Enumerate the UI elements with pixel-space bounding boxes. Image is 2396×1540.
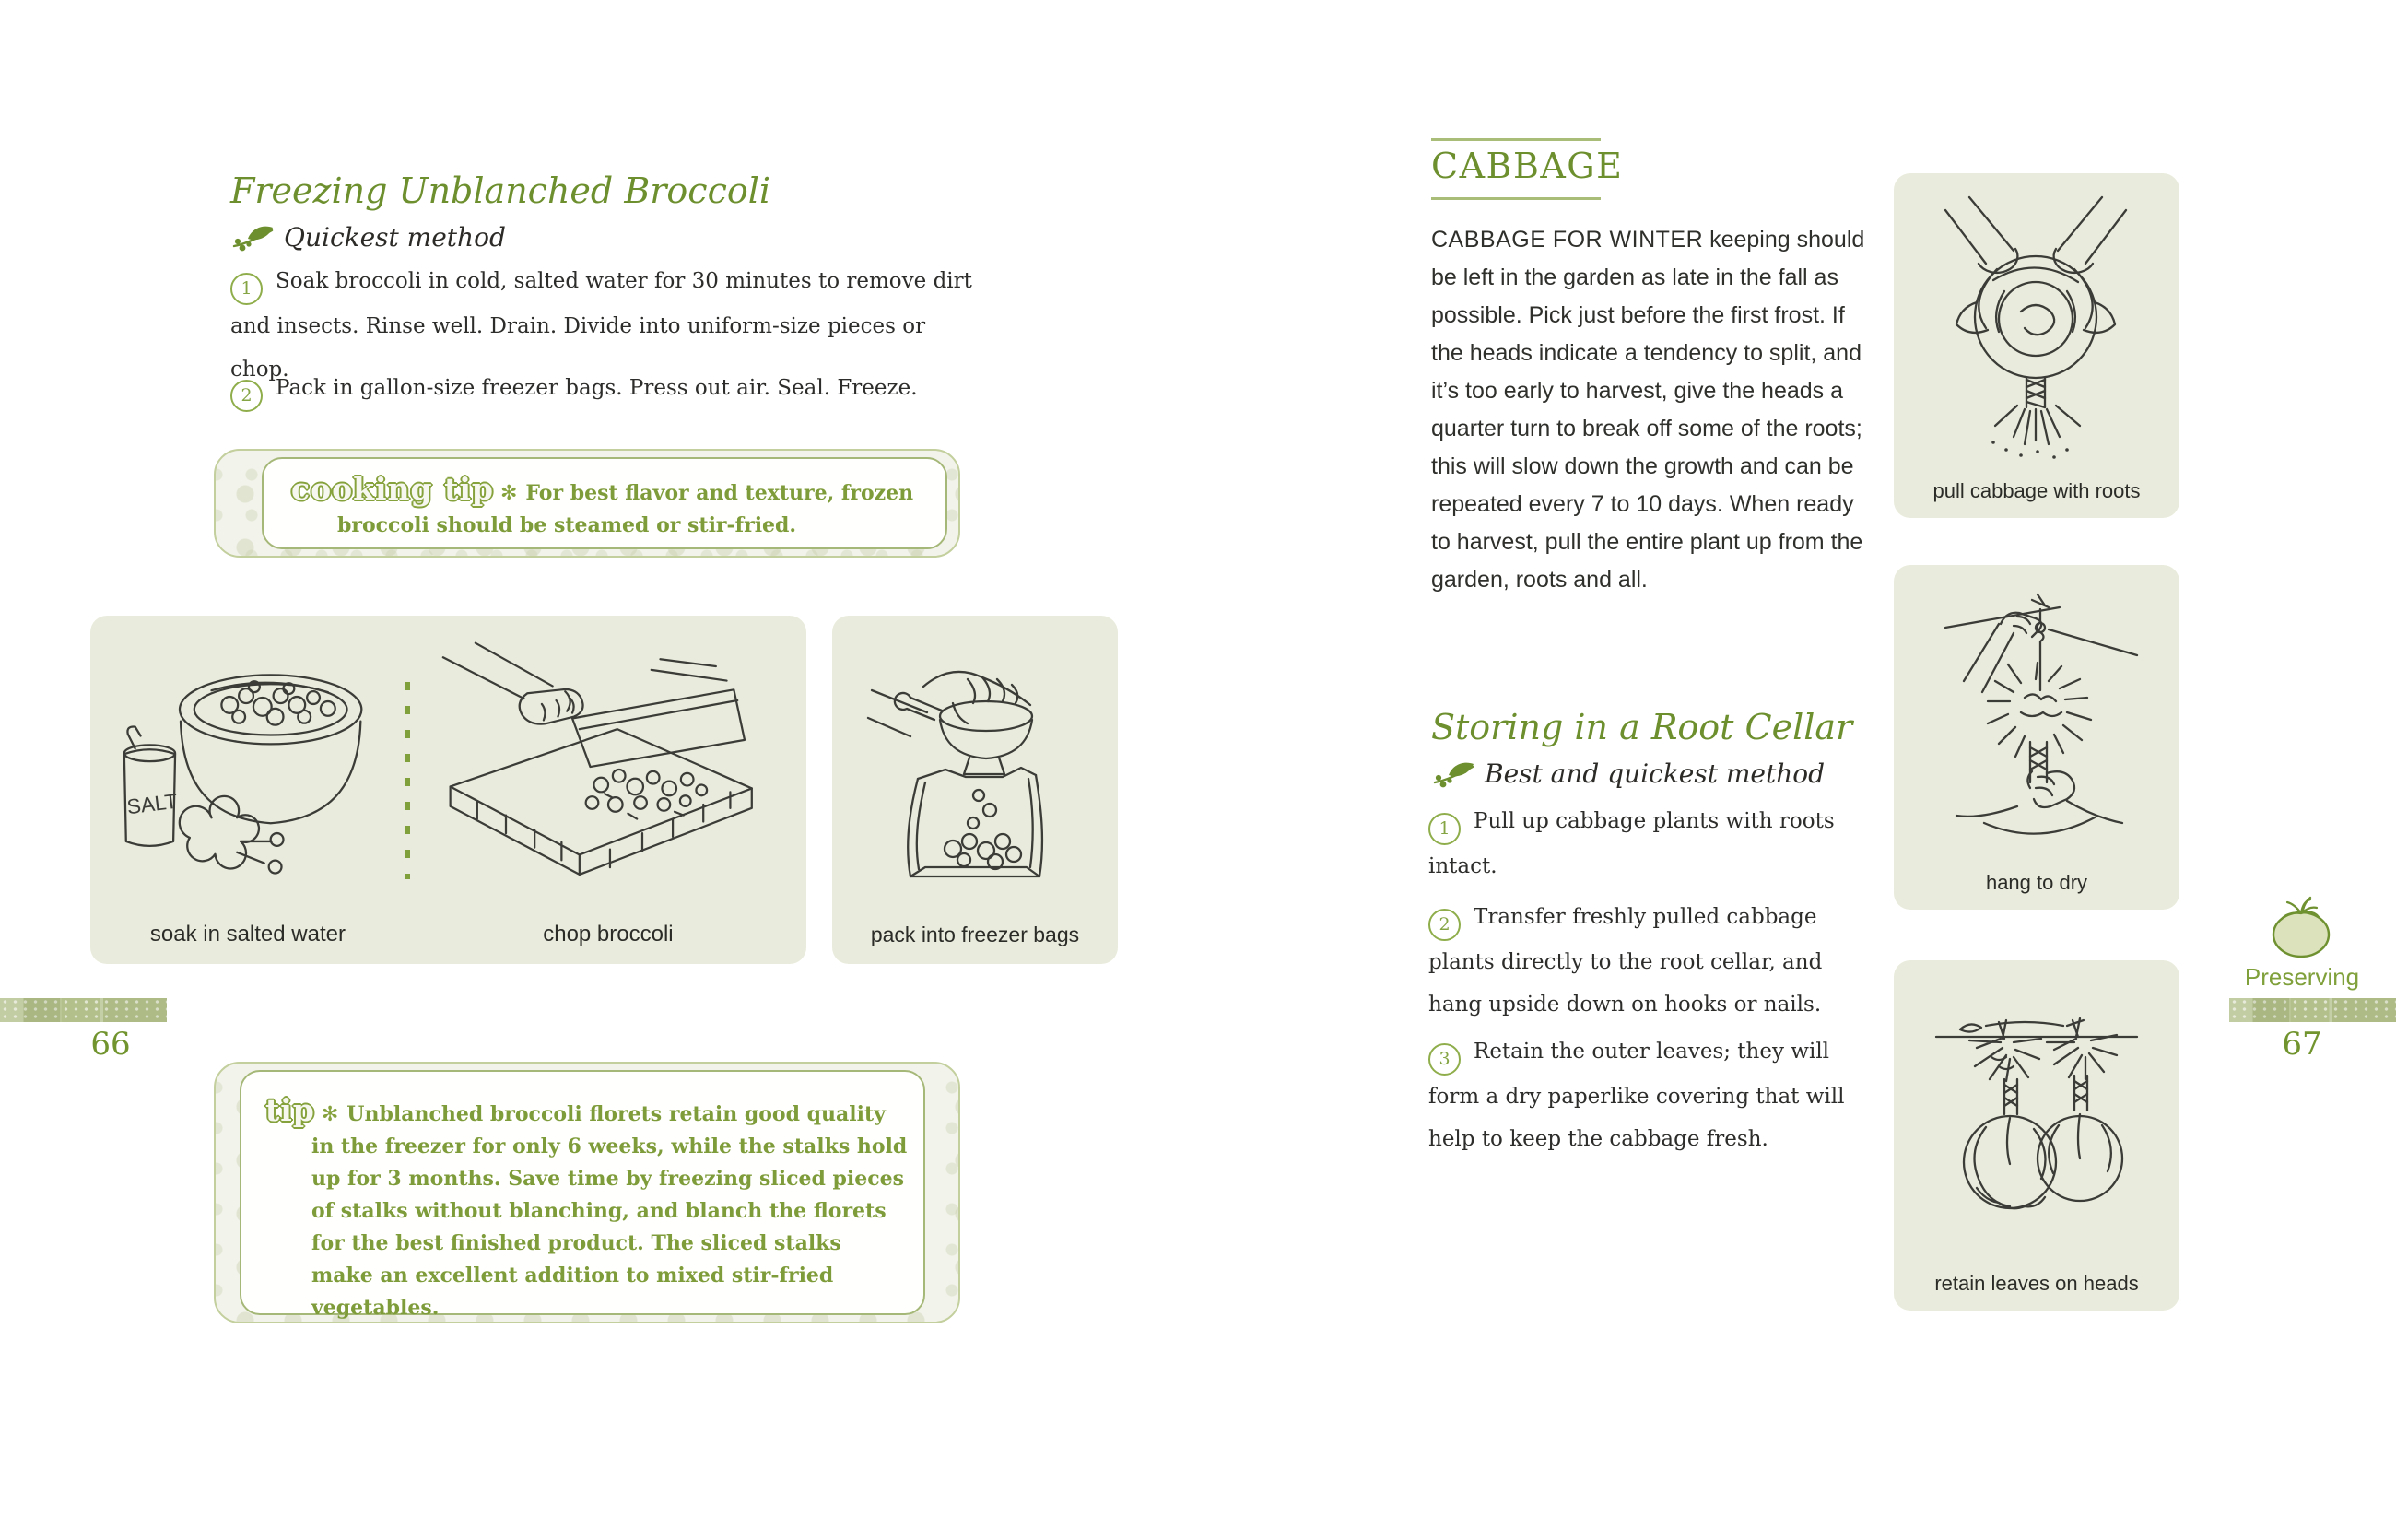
cabbage-intro-lead: CABBAGE FOR WINTER	[1431, 227, 1704, 253]
step-item	[1428, 896, 1871, 1026]
retain-leaves-col	[1894, 960, 2179, 1311]
chop-caption: chop broccoli	[543, 922, 674, 946]
cooking-tip-label: cooking tip	[291, 471, 494, 507]
step-item	[1428, 800, 1871, 888]
pack-illustration	[832, 616, 1118, 923]
step-number: 1	[1428, 813, 1461, 845]
step-text: Retain the outer leaves; they will form a dry paperlike covering that will help to keep the cabbage fresh.	[1428, 1040, 1845, 1151]
pack-caption: pack into freezer bags	[870, 923, 1080, 946]
page-number-right: 67	[2282, 1026, 2322, 1063]
step-text: Pull up cabbage plants with roots intact.	[1428, 809, 1835, 878]
tip-star-icon: ✻	[321, 1103, 339, 1126]
storing-method-row	[1433, 759, 1825, 789]
storing-method-label: Best and quickest method	[1485, 758, 1826, 789]
step-text: Pack in gallon-size freezer bags. Press out air. Seal. Freeze.	[276, 376, 918, 400]
soak-illustration	[90, 616, 405, 922]
retain-leaves-illustration	[1894, 960, 2179, 1272]
pull-cabbage-illustration	[1894, 173, 2179, 479]
tomato-icon	[2265, 894, 2337, 960]
freezing-method-row	[232, 223, 506, 253]
soak-caption: soak in salted water	[149, 922, 346, 946]
step-item	[230, 367, 1023, 412]
pull-cabbage-col	[1894, 173, 2179, 518]
cooking-tip-box	[214, 449, 960, 558]
chapter-rule-top	[1431, 138, 1601, 141]
cooking-tip-text: For best flavor and texture, frozen broccoli should be steamed or stir-fried.	[337, 481, 914, 537]
cabbage-intro-text: keeping should be left in the garden as late in the fall as possible. Pick just before the first frost. If the heads indicate a tendency to split, and it’s too early to harvest, give the heads a quarter turn to break off some of the roots; this will slow down the growth and can be repeated every 7 to 10 days. When ready to harvest, pull the entire plant up from the garden, roots and all.	[1431, 227, 1865, 593]
tip-star-icon: ✻	[499, 482, 518, 505]
broccoli-panel	[90, 616, 806, 964]
tip-text: Unblanched broccoli florets retain good quality in the freezer for only 6 weeks, while the stalks hold up for 3 months. Save time by freezing sliced pieces of stalks without blanching, and blanch the florets for the best finished product. The sliced stalks make an excellent addition to mixed stir-fried vegetables.	[311, 1102, 908, 1320]
chop-panel-half	[410, 616, 806, 964]
pull-cabbage-panel	[1894, 173, 2179, 518]
hang-dry-caption: hang to dry	[1985, 871, 2088, 894]
freezing-method-label: Quickest method	[284, 222, 506, 253]
leaf-sprig-icon	[1433, 759, 1475, 789]
chop-illustration	[410, 616, 806, 922]
left-edge-bar	[0, 998, 167, 1022]
salt-label: SALT	[125, 788, 179, 819]
leaf-sprig-icon	[232, 223, 275, 253]
step-item	[1428, 1030, 1871, 1160]
chapter-rule-bottom	[1431, 197, 1601, 200]
tip-paragraph	[265, 1094, 909, 1324]
chapter-heading: CABBAGE	[1431, 146, 1624, 186]
pack-panel-col	[832, 616, 1118, 964]
step-number: 1	[230, 273, 263, 305]
retain-leaves-caption: retain leaves on heads	[1934, 1272, 2139, 1295]
freezing-section-title: Freezing Unblanched Broccoli	[230, 170, 771, 211]
step-number: 3	[1428, 1043, 1461, 1076]
hang-dry-col	[1894, 565, 2179, 910]
step-number: 2	[230, 380, 263, 412]
storing-section-title: Storing in a Root Cellar	[1431, 707, 1853, 747]
tip-label: tip	[265, 1092, 315, 1128]
cooking-tip-inner	[262, 457, 947, 549]
hang-dry-illustration	[1894, 565, 2179, 871]
right-edge-bar	[2229, 998, 2396, 1022]
tip-box-inner	[240, 1070, 925, 1320]
soak-panel-half	[90, 616, 405, 964]
step-text: Transfer freshly pulled cabbage plants directly to the root cellar, and hang upside down on hooks or nails.	[1428, 905, 1823, 1017]
step-text: Soak broccoli in cold, salted water for 30 minutes to remove dirt and insects. Rinse well. Drain. Divide into uniform-size pieces or chop.	[230, 269, 972, 382]
retain-leaves-panel	[1894, 960, 2179, 1311]
tip-box	[214, 1062, 960, 1323]
page-number-left: 66	[90, 1026, 131, 1063]
cabbage-intro	[1431, 221, 1875, 599]
margin-label-line1: Preserving	[2244, 963, 2360, 991]
step-number: 2	[1428, 909, 1461, 941]
cooking-tip-paragraph	[291, 471, 925, 541]
pack-panel	[832, 616, 1118, 964]
hang-dry-panel	[1894, 565, 2179, 910]
pull-cabbage-caption: pull cabbage with roots	[1932, 479, 2141, 502]
